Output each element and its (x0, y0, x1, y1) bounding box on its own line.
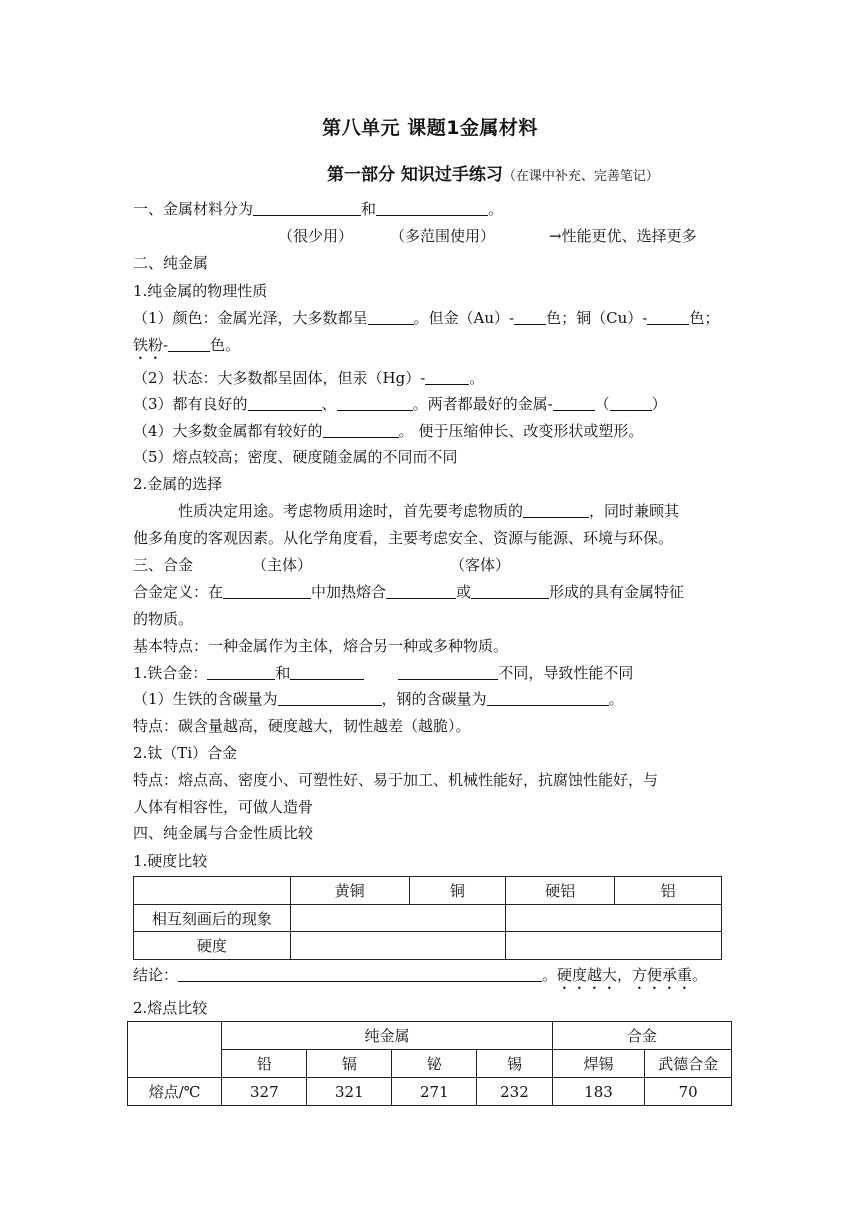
s2-p3-line (133, 394, 667, 414)
text: 不同，导致性能不同 (498, 664, 634, 682)
blank-field[interactable] (178, 965, 542, 982)
s1-end: 。 (488, 200, 504, 218)
melting-point-table (127, 1021, 732, 1106)
text: （1）颜色：金属光泽，大多数都呈 (133, 309, 368, 327)
s2-sub1: 1.纯金属的物理性质 (133, 282, 268, 300)
blank-field[interactable] (168, 335, 210, 352)
metal-header: 武德合金 (645, 1050, 732, 1078)
text: ） (651, 395, 667, 413)
answer-cell[interactable] (506, 905, 722, 932)
emphasis-text: 硬度越大，方便承重 (557, 966, 693, 984)
group-header: 合金 (552, 1022, 731, 1050)
blank-field[interactable] (253, 199, 361, 216)
s2-p2-line (133, 368, 484, 388)
s1-arrow-note: →性能更优、选择更多 (549, 227, 697, 245)
blank-field[interactable] (290, 663, 364, 680)
blank-field[interactable] (471, 582, 549, 599)
table-cell: 232 (477, 1078, 552, 1106)
text: 1.铁合金： (133, 664, 208, 682)
table-cell: 327 (222, 1078, 307, 1106)
s1-heading: 一、金属材料分为 (133, 200, 254, 218)
s3-ti-heading: 2.钛（Ti）合金 (133, 744, 238, 762)
blank-field[interactable] (610, 394, 652, 411)
group-header: 纯金属 (222, 1022, 552, 1050)
s3-feature: 特点：碳含量越高，硬度越大，韧性越差（越脆）。 (133, 717, 471, 735)
table-header: 硬铝 (506, 877, 615, 905)
answer-cell[interactable] (506, 932, 722, 960)
text: 。 便于压缩伸长、改变形状或塑形。 (398, 422, 644, 440)
subtitle-note: （在课中补充、完善笔记） (502, 169, 659, 184)
s2-p1-cont (133, 335, 240, 363)
metal-header: 镉 (307, 1050, 392, 1078)
blank-field[interactable] (337, 394, 413, 411)
text: ，同时兼顾其 (589, 502, 680, 520)
s4-conclusion-line (133, 965, 707, 993)
table-corner (134, 877, 291, 905)
blank-field[interactable] (647, 308, 689, 325)
blank-field[interactable] (523, 501, 589, 518)
s3-heading: 三、合金 (133, 556, 194, 574)
s3-host: （主体） (252, 556, 313, 574)
page-title: 第八单元 课题1金属材料 (322, 117, 538, 139)
text: （1）生铁的含碳量为 (133, 690, 278, 708)
text: ，钢的含碳量为 (381, 690, 487, 708)
section-subtitle (327, 160, 659, 185)
text: 。 (692, 966, 708, 984)
answer-cell[interactable] (290, 905, 506, 932)
s2-sel-line1 (178, 501, 679, 521)
metal-header: 铅 (222, 1050, 307, 1078)
subtitle-main: 第一部分 知识过手练习 (327, 165, 503, 185)
table-corner (128, 1022, 222, 1078)
table-cell: 183 (552, 1078, 645, 1106)
text: - (163, 336, 169, 354)
blank-field[interactable] (376, 199, 488, 216)
blank-field[interactable] (223, 582, 311, 599)
s2-p4-line (133, 421, 643, 441)
s4-sub1: 1.硬度比较 (133, 852, 208, 870)
text: 色。 (210, 336, 241, 354)
s3-guest: （客体） (450, 556, 511, 574)
s4-heading: 四、纯金属与合金性质比较 (133, 824, 314, 842)
blank-field[interactable] (248, 394, 322, 411)
text: 、 (321, 395, 337, 413)
table-cell: 321 (307, 1078, 392, 1106)
text: 中加热熔合 (311, 583, 387, 601)
blank-field[interactable] (425, 368, 469, 385)
s3-ti-line1: 特点：熔点高、密度小、可塑性好、易于加工、机械性能好，抗腐蚀性能好，与 (133, 771, 659, 789)
metal-header: 铋 (392, 1050, 477, 1078)
row-label: 相互刻画后的现象 (134, 905, 291, 932)
s3-def-line (133, 582, 684, 602)
blank-field[interactable] (368, 308, 414, 325)
blank-field[interactable] (386, 582, 456, 599)
text: 。 (608, 690, 624, 708)
text: （3）都有良好的 (133, 395, 248, 413)
s3-ti-line2: 人体有相容性，可做人造骨 (133, 798, 314, 816)
table-header: 铜 (409, 877, 506, 905)
text: 性质决定用途。考虑物质用途时，首先要考虑物质的 (178, 502, 524, 520)
emphasis-text: 铁粉 (133, 336, 164, 354)
blank-field[interactable] (323, 421, 399, 438)
text: 形成的具有金属特征 (549, 583, 685, 601)
metal-header: 焊锡 (552, 1050, 645, 1078)
text: （4）大多数金属都有较好的 (133, 422, 323, 440)
text: 。但金（Au）- (413, 309, 515, 327)
s2-sub2: 2.金属的选择 (133, 475, 223, 493)
text: 色； (689, 309, 720, 327)
blank-field[interactable] (553, 394, 595, 411)
s1-anno1: （很少用） (278, 227, 354, 245)
s2-heading: 二、纯金属 (133, 254, 209, 272)
blank-field[interactable] (514, 308, 546, 325)
s1-he: 和 (361, 200, 377, 218)
text: （ (594, 395, 610, 413)
answer-cell[interactable] (290, 932, 506, 960)
table-header: 铝 (615, 877, 722, 905)
text: 。两者都最好的金属- (412, 395, 553, 413)
s4-sub2: 2.熔点比较 (133, 999, 208, 1017)
row-label: 熔点/℃ (128, 1078, 222, 1106)
text: 结论： (133, 966, 179, 984)
s1-line (133, 199, 503, 219)
text: 和 (275, 664, 291, 682)
text: （2）状态：大多数都呈固体，但汞（Hg）- (133, 369, 426, 387)
s3-def-cont: 的物质。 (133, 610, 194, 628)
s2-p5: （5）熔点较高；密度、硬度随金属的不同而不同 (133, 448, 458, 466)
text: 。 (542, 966, 558, 984)
table-cell: 271 (392, 1078, 477, 1106)
text: 色；铜（Cu）- (546, 309, 648, 327)
s3-basic: 基本特点：一种金属作为主体，熔合另一种或多种物质。 (133, 637, 509, 655)
s3-carbon-line (133, 689, 624, 709)
s3-fe-line (133, 663, 633, 683)
metal-header: 锡 (477, 1050, 552, 1078)
text: 。 (469, 369, 485, 387)
text: 合金定义：在 (133, 583, 224, 601)
blank-field[interactable] (207, 663, 275, 680)
row-label: 硬度 (134, 932, 291, 960)
table-header: 黄铜 (290, 877, 409, 905)
s2-p1-line (133, 308, 719, 328)
hardness-table (133, 876, 722, 960)
s2-sel-line2: 他多角度的客观因素。从化学角度看，主要考虑安全、资源与能源、环境与环保。 (133, 529, 674, 547)
blank-field[interactable] (487, 689, 609, 706)
s1-anno2: （多范围使用） (390, 227, 496, 245)
text: 或 (456, 583, 472, 601)
blank-field[interactable] (398, 663, 498, 680)
table-cell: 70 (645, 1078, 732, 1106)
blank-field[interactable] (278, 689, 382, 706)
